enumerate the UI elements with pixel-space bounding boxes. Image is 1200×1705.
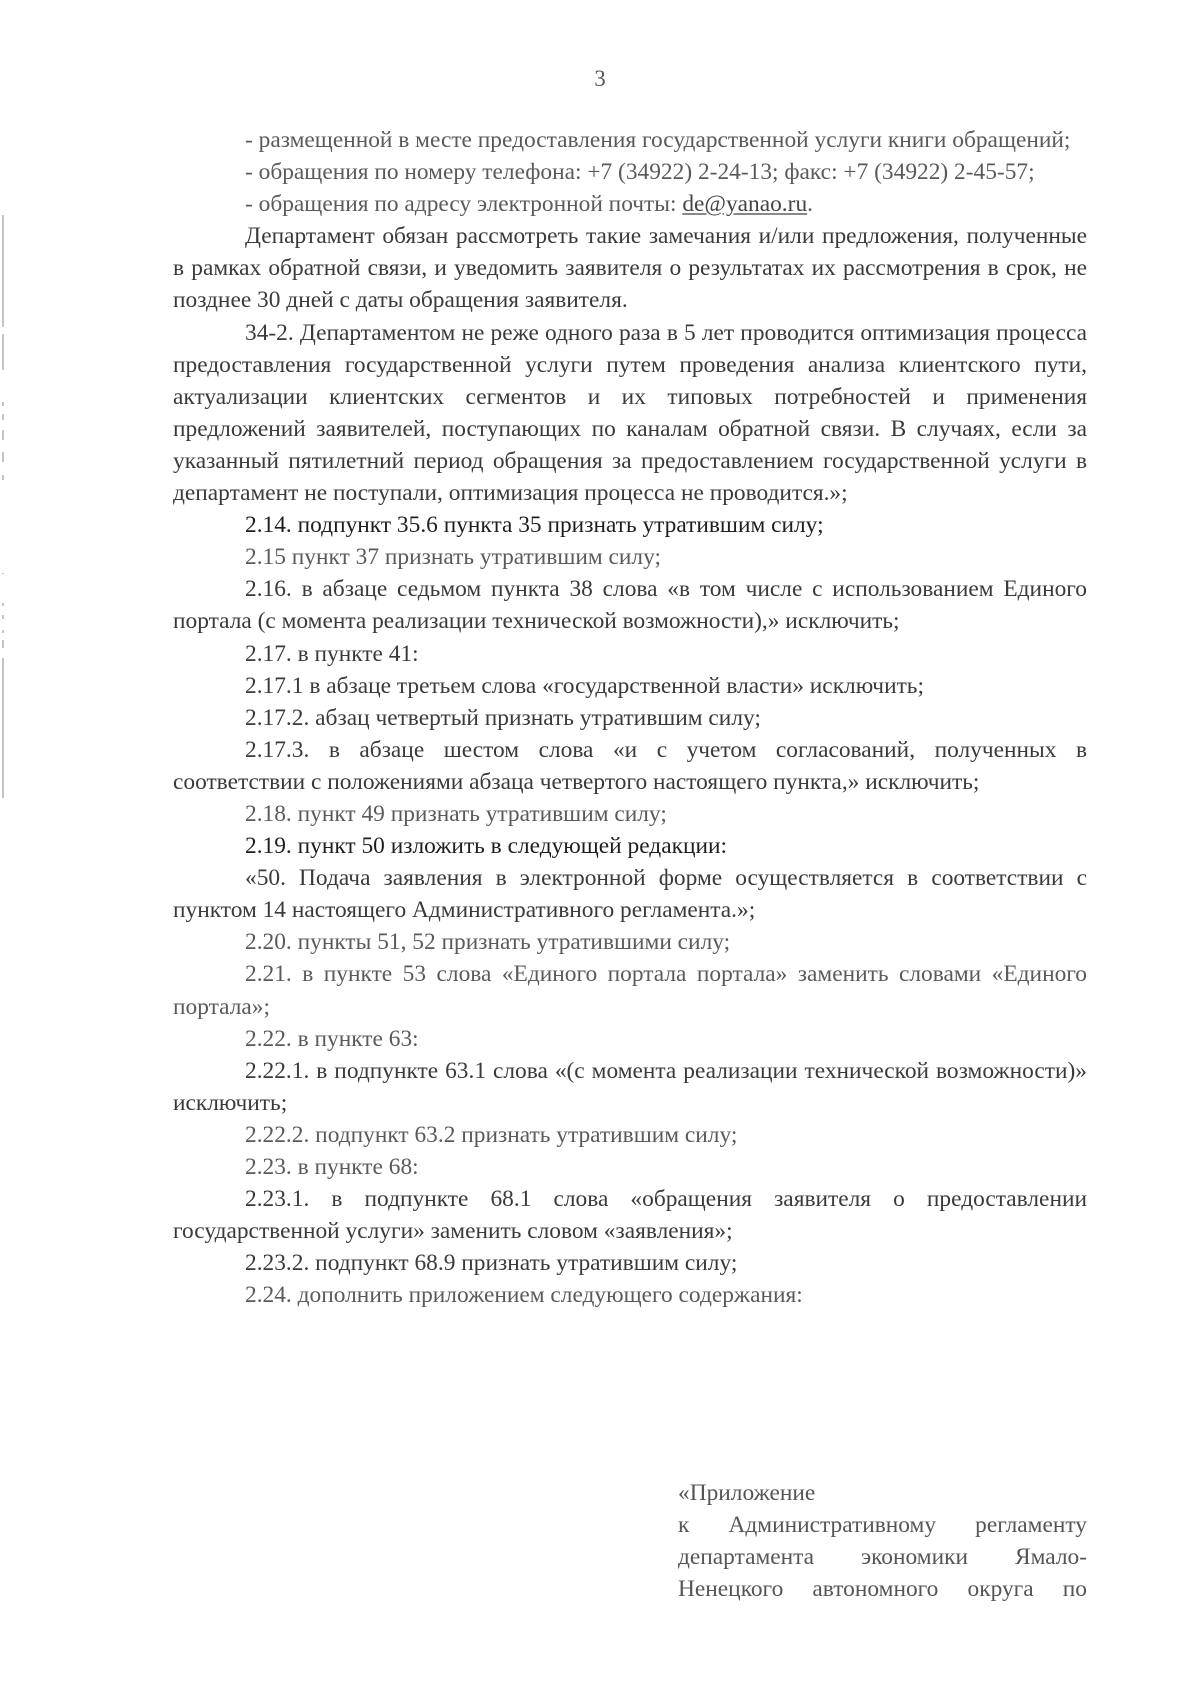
paragraph-2-21: 2.21. в пункте 53 слова «Единого портала портала» заменить словами «Единого портала»; (173, 961, 1087, 1020)
paragraph-2-17-2: 2.17.2. абзац четвертый признать утратившим силу; (245, 704, 761, 731)
appendix-header (678, 1477, 1087, 1605)
scan-artifact (2, 615, 4, 619)
paragraph-2-15: 2.15 пункт 37 признать утратившим силу; (245, 544, 661, 571)
appendix-line: к Административному регламенту (678, 1512, 1087, 1539)
paragraph-2-20: 2.20. пункты 51, 52 признать утратившими силу; (245, 929, 731, 956)
paragraph-2-17: 2.17. в пункте 41: (245, 640, 419, 667)
appendix-title: «Приложение (678, 1480, 816, 1506)
paragraph-2-17-3: 2.17.3. в абзаце шестом слова «и с учетом согласований, полученных в соответствии с положениями абзаца четвертого настоящего пункта,» исключить; (173, 736, 1087, 795)
email-link[interactable]: de@yanao.ru (682, 191, 808, 218)
paragraph-2-18: 2.18. пункт 49 признать утратившим силу; (245, 800, 667, 827)
appendix-line: Ненецкого автономного округа по (678, 1576, 1087, 1603)
paragraph-2-14: 2.14. подпункт 35.6 пункта 35 признать утратившим силу; (245, 512, 824, 539)
paragraph-2-23-1: 2.23.1. в подпункте 68.1 слова «обращения заявителя о предоставлении государственной услуги» заменить словом «заявления»; (173, 1186, 1087, 1245)
paragraph-2-16: 2.16. в абзаце седьмом пункта 38 слова «в том числе с использованием Единого портала (с момента реализации технической возможности),» исключить; (173, 576, 1087, 635)
paragraph-2-22-1: 2.22.1. в подпункте 63.1 слова «(с момента реализации технической возможности)» исключить; (173, 1057, 1087, 1116)
scan-artifact (2, 402, 4, 406)
scan-artifact (2, 603, 4, 606)
paragraph-2-17-1: 2.17.1 в абзаце третьем слова «государственной власти» исключить; (245, 672, 924, 699)
scan-artifact (2, 430, 4, 440)
page-number: 3 (594, 66, 606, 91)
paragraph-2-23: 2.23. в пункте 68: (245, 1154, 419, 1180)
scan-artifact (2, 475, 4, 480)
paragraph-item-50: «50. Подача заявления в электронной форме осуществляется в соответствии с пунктом 14 настоящего Административного регламента.»; (173, 865, 1087, 924)
paragraph-feedback-email (173, 188, 1087, 220)
paragraph-department-obligation: Департамент обязан рассмотреть такие замечания и/или предложения, полученные в рамках обратной связи, и уведомить заявителя о результатах их рассмотрения в срок, не позднее 30 дней с даты обращения заявителя. (173, 223, 1087, 314)
scan-artifact (2, 334, 4, 370)
scan-artifact (2, 215, 4, 327)
scan-artifact (2, 452, 4, 462)
paragraph-2-22: 2.22. в пункте 63: (245, 1025, 419, 1052)
scan-artifact (2, 640, 4, 648)
scan-artifact (2, 658, 4, 798)
paragraph-feedback-phone: - обращения по номеру телефона: +7 (34922) 2-24-13; факс: +7 (34922) 2-45-57; (245, 159, 1035, 186)
scan-artifact (2, 414, 4, 420)
paragraph-2-24: 2.24. дополнить приложением следующего содержания: (245, 1282, 803, 1309)
document-body (173, 124, 1087, 1311)
paragraph-2-19: 2.19. пункт 50 изложить в следующей редакции: (245, 833, 727, 860)
scan-artifact (2, 630, 4, 633)
email-prefix-text: - обращения по адресу электронной почты: (245, 191, 683, 218)
paragraph-2-22-2: 2.22.2. подпункт 63.2 признать утратившим силу; (245, 1121, 738, 1148)
paragraph-2-23-2: 2.23.2. подпункт 68.9 признать утратившим силу; (245, 1250, 738, 1277)
email-suffix-text: . (807, 191, 814, 218)
paragraph-feedback-book: - размещенной в месте предоставления государственной услуги книги обращений; (245, 127, 1071, 153)
scan-artifact (2, 573, 4, 574)
paragraph-34-2: 34-2. Департаментом не реже одного раза в 5 лет проводится оптимизация процесса предоставления государственной услуги путем проведения анализа клиентского пути, актуализации клиентских сегментов и их типовых потребностей и применения предложений заявителей, поступающих по каналам обратной связи. В случаях, если за указанный пятилетний период обращения за предоставлением государственной услуги в департамент не поступали, оптимизация процесса не проводится.»; (173, 319, 1087, 507)
appendix-line: департамента экономики Ямало- (678, 1544, 1087, 1571)
